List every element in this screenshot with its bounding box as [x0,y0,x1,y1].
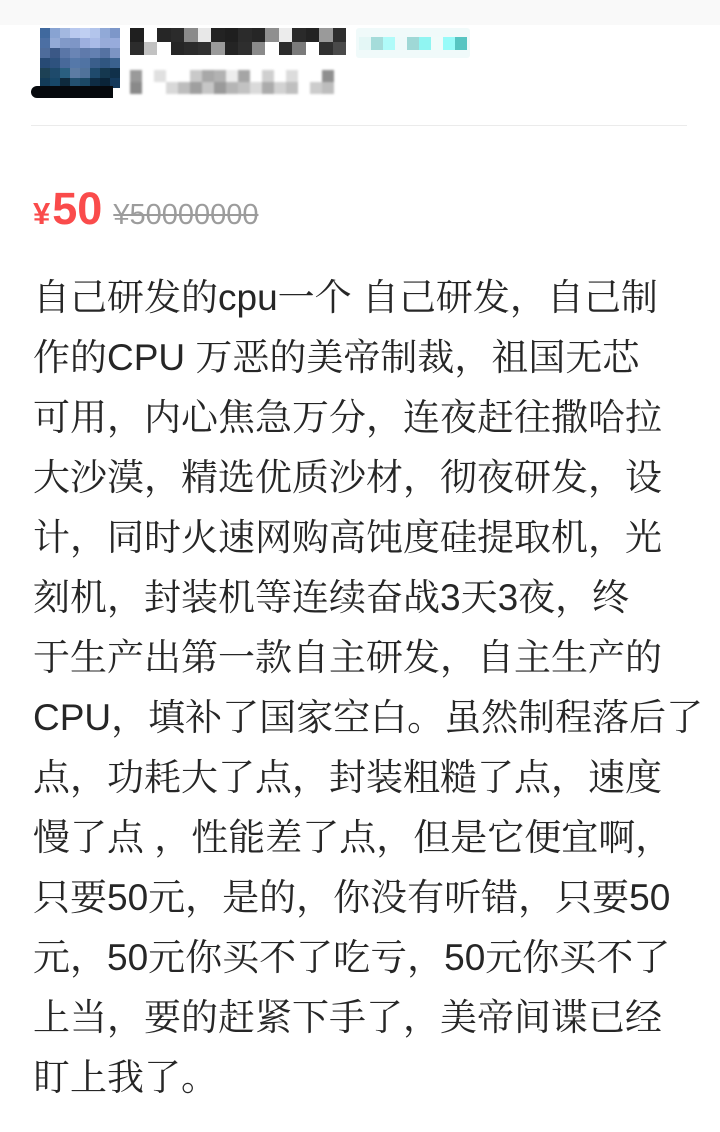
price-currency-symbol: ¥ [33,196,51,231]
description-line: 大沙漠，精选优质沙材，彻夜研发，设 [33,457,662,498]
seller-username-censored[interactable] [130,28,346,55]
header-divider [31,125,687,126]
seller-badge-censored [356,28,470,58]
description-line: CPU，填补了国家空白。虽然制程落后了 [33,697,704,738]
description-line: 盯上我了。 [33,1057,218,1098]
description-line: 可用，内心焦急万分，连夜赶往撒哈拉 [33,397,662,438]
price-block [33,183,259,234]
status-bar [0,0,720,25]
seller-badge-pixels [359,37,467,50]
description-line: 点，功耗大了点，封装粗糙了点，速度 [33,757,662,798]
description-line: 作的CPU 万恶的美帝制裁，祖国无芯 [33,337,640,378]
description-line: 刻机，封装机等连续奋战3天3夜，终 [33,577,630,618]
description-line: 慢了点 ，性能差了点，但是它便宜啊， [33,817,673,858]
description-line: 上当，要的赶紧下手了，美帝间谍已经 [33,997,662,1038]
seller-avatar-laptop-base [31,86,113,98]
listing-description [33,268,704,1108]
description-line: 只要50元，是的，你没有听错，只要50 [33,877,671,918]
description-line: 元，50元你买不了吃亏，50元你买不了 [33,937,671,978]
description-line: 计，同时火速网购高饨度硅提取机，光 [33,517,662,558]
price-current-value: 50 [52,183,103,234]
description-line: 于生产出第一款自主研发，自主生产的 [33,637,662,678]
price-original-strikethrough: ¥50000000 [113,199,259,231]
seller-avatar[interactable] [31,28,121,98]
seller-avatar-pixelated-image [40,28,120,88]
description-line: 自己研发的cpu一个 自己研发，自己制 [33,277,658,318]
listing-meta-censored [130,70,334,94]
